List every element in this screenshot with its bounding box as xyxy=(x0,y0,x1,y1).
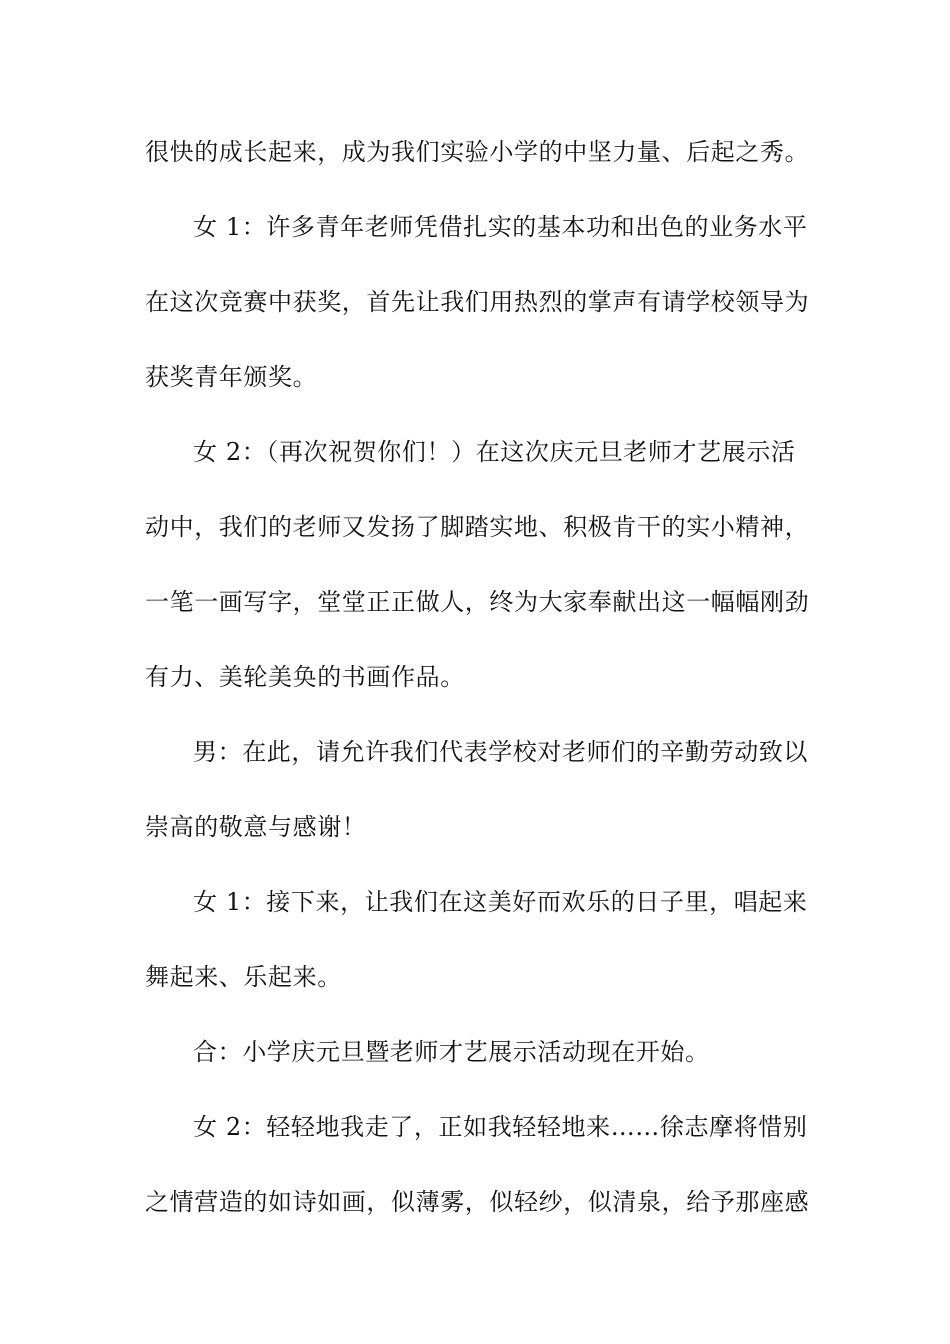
text-line: 一笔一画写字，堂堂正正做人，终为大家奉献出这一幅幅刚劲 xyxy=(145,588,810,616)
text-line: 获奖青年颁奖。 xyxy=(145,363,318,391)
text-line: 男：在此，请允许我们代表学校对老师们的辛勤劳动致以 xyxy=(193,738,808,766)
text-line: 女 1：接下来，让我们在这美好而欢乐的日子里，唱起来 xyxy=(193,888,808,916)
text-line: 很快的成长起来，成为我们实验小学的中坚力量、后起之秀。 xyxy=(145,138,810,166)
text-line: 合：小学庆元旦暨老师才艺展示活动现在开始。 xyxy=(193,1038,710,1066)
text-line: 女 1：许多青年老师凭借扎实的基本功和出色的业务水平 xyxy=(193,213,808,241)
text-line: 有力、美轮美奂的书画作品。 xyxy=(145,663,465,691)
text-line: 在这次竞赛中获奖，首先让我们用热烈的掌声有请学校领导为 xyxy=(145,288,810,316)
text-line: 崇高的敬意与感谢！ xyxy=(145,813,367,841)
text-line: 舞起来、乐起来。 xyxy=(145,963,342,991)
text-line: 女 2：（再次祝贺你们！）在这次庆元旦老师才艺展示活 xyxy=(193,438,796,466)
text-line: 女 2：轻轻地我走了，正如我轻轻地来……徐志摩将惜别 xyxy=(193,1113,808,1141)
text-line: 之情营造的如诗如画，似薄雾，似轻纱，似清泉，给予那座感 xyxy=(145,1188,810,1216)
text-line: 动中，我们的老师又发扬了脚踏实地、积极肯干的实小精神， xyxy=(145,513,810,541)
